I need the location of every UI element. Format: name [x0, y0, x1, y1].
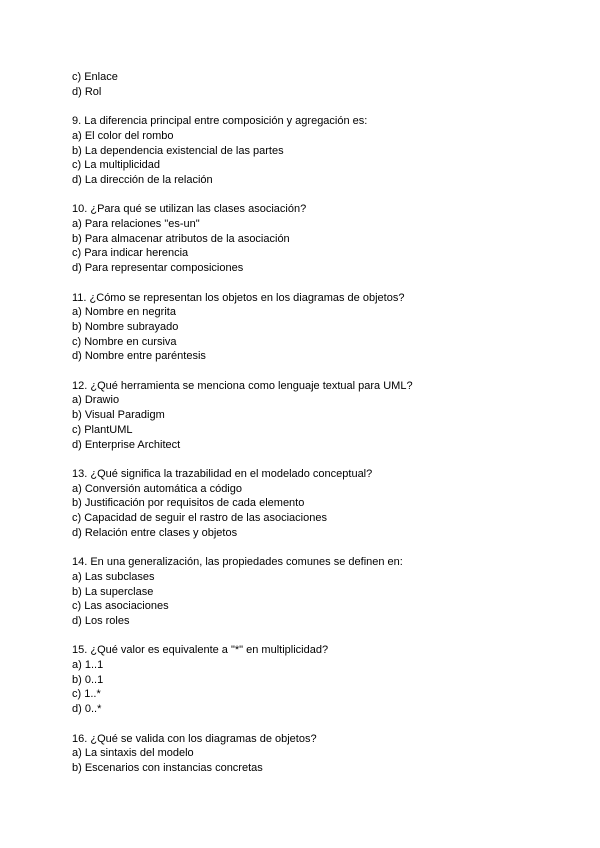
question-text: 11. ¿Cómo se representan los objetos en los diagramas de objetos? — [72, 291, 405, 304]
option-c: c) PlantUML — [72, 423, 133, 436]
option-b: b) Escenarios con instancias concretas — [72, 761, 263, 774]
question-text: 12. ¿Qué herramienta se menciona como lenguaje textual para UML? — [72, 379, 413, 392]
option-d: d) Enterprise Architect — [72, 438, 181, 451]
question-9 — [72, 114, 572, 188]
option-a: a) Para relaciones "es-un" — [72, 218, 200, 230]
question-15 — [72, 643, 572, 717]
question-13 — [72, 467, 572, 541]
option-d: d) Nombre entre paréntesis — [72, 350, 206, 363]
option-a: a) 1..1 — [72, 659, 104, 672]
option-d: d) Rol — [72, 85, 102, 98]
option-a: a) La sintaxis del modelo — [72, 747, 194, 760]
option-a: a) Las subclases — [72, 570, 155, 583]
option-b: b) Visual Paradigm — [72, 409, 165, 422]
question-14 — [72, 555, 572, 629]
option-a: a) Nombre en negrita — [72, 306, 176, 319]
option-c: c) 1..* — [72, 688, 101, 701]
question-text: 14. En una generalización, las propiedades comunes se definen en: — [72, 556, 403, 569]
question-text: 15. ¿Qué valor es equivalente a "*" en multiplicidad? — [72, 644, 329, 657]
option-c: c) Nombre en cursiva — [72, 335, 177, 348]
option-d: d) Para representar composiciones — [72, 262, 244, 275]
option-a: a) Conversión automática a código — [72, 482, 242, 495]
option-c: c) La multiplicidad — [72, 159, 161, 172]
question-text: 16. ¿Qué se valida con los diagramas de objetos? — [72, 732, 317, 745]
option-d: d) Los roles — [72, 614, 130, 627]
question-text: 9. La diferencia principal entre composición y agregación es: — [72, 115, 368, 128]
option-b: b) Para almacenar atributos de la asociación — [72, 232, 290, 245]
option-d: d) 0..* — [72, 703, 102, 716]
option-c: c) Para indicar herencia — [72, 247, 189, 260]
option-d: d) Relación entre clases y objetos — [72, 526, 238, 539]
document-page — [72, 70, 572, 790]
option-a: a) El color del rombo — [72, 129, 174, 142]
question-text: 10. ¿Para qué se utilizan las clases asociación? — [72, 203, 307, 216]
option-c: c) Enlace — [72, 71, 118, 83]
question-11 — [72, 291, 572, 365]
option-d: d) La dirección de la relación — [72, 173, 213, 186]
option-b: b) Nombre subrayado — [72, 320, 179, 333]
question-16 — [72, 732, 572, 776]
question-text: 13. ¿Qué significa la trazabilidad en el modelado conceptual? — [72, 467, 373, 480]
option-b: b) La dependencia existencial de las partes — [72, 144, 284, 157]
option-c: c) Las asociaciones — [72, 600, 169, 613]
question-8-continuation — [72, 70, 572, 99]
option-b: b) Justificación por requisitos de cada elemento — [72, 497, 305, 510]
option-b: b) 0..1 — [72, 673, 104, 686]
option-a: a) Drawio — [72, 394, 120, 407]
option-c: c) Capacidad de seguir el rastro de las asociaciones — [72, 512, 327, 525]
option-b: b) La superclase — [72, 585, 154, 598]
question-10 — [72, 202, 572, 276]
question-12 — [72, 379, 572, 453]
